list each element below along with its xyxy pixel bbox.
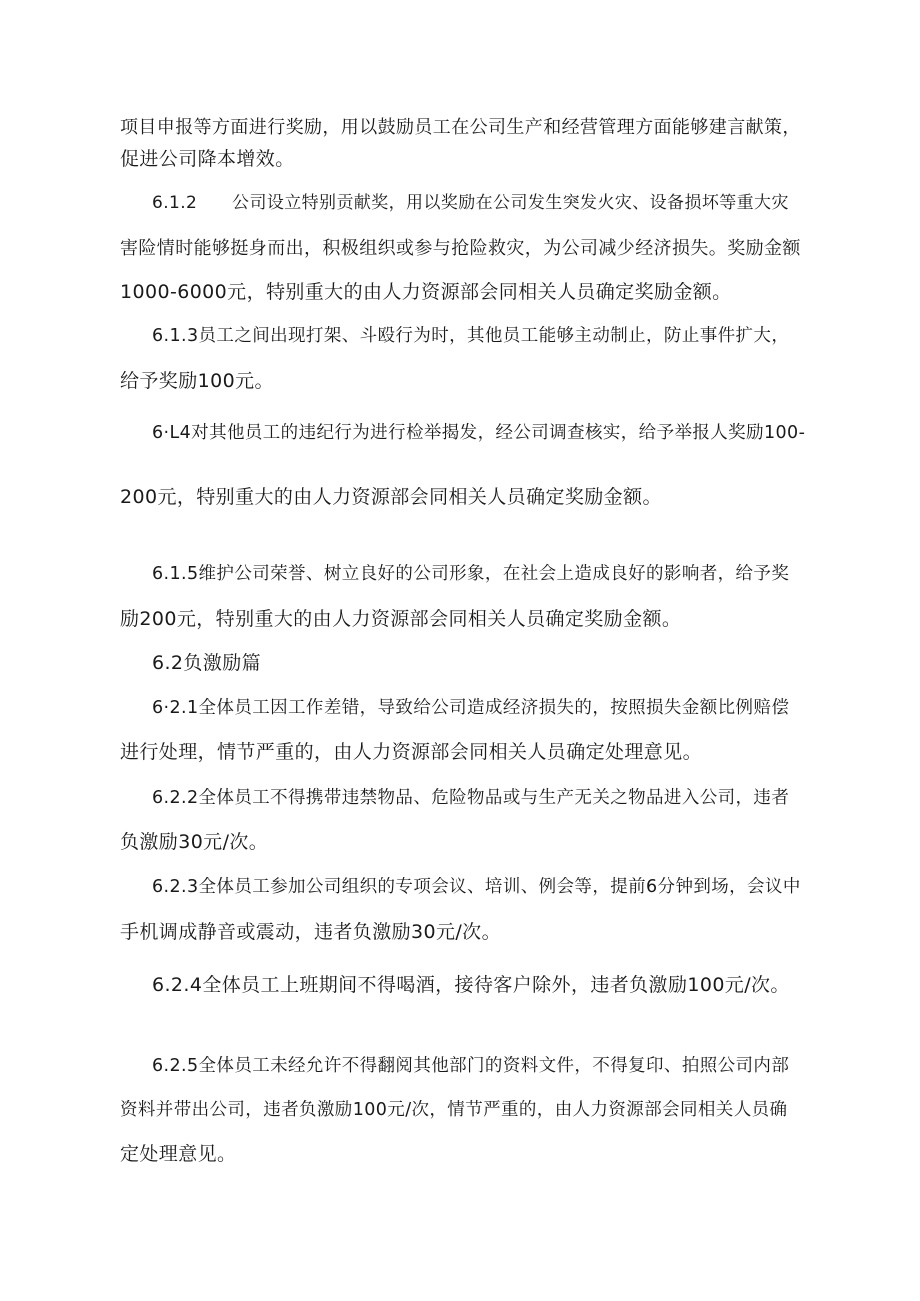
text-line: 给予奖励100元。 bbox=[120, 370, 274, 392]
text-line: 定处理意见。 bbox=[120, 1143, 237, 1165]
text-line: 励200元，特别重大的由人力资源部会同相关人员确定奖励金额。 bbox=[120, 608, 682, 630]
text-line: 6·L4对其他员工的违纪行为进行检举揭发，经公司调查核实，给予举报人奖励100- bbox=[152, 423, 806, 443]
text-line: 负激励30元/次。 bbox=[120, 831, 269, 853]
text-line: 6·2.1全体员工因工作差错，导致给公司造成经济损失的，按照损失金额比例赔偿 bbox=[152, 698, 790, 718]
text-line: 害险情时能够挺身而出，积极组织或参与抢险救灾，为公司减少经济损失。奖励金额 bbox=[120, 238, 801, 259]
text-line: 6.2.5全体员工未经允许不得翻阅其他部门的资料文件，不得复印、拍照公司内部 bbox=[152, 1056, 790, 1076]
text-line: 1000-6000元，特别重大的由人力资源部会同相关人员确定奖励金额。 bbox=[120, 281, 732, 303]
text-line: 6.1.2 公司设立特别贡献奖，用以奖励在公司发生突发火灾、设备损坏等重大灾 bbox=[152, 193, 789, 213]
text-line: 项目申报等方面进行奖励，用以鼓励员工在公司生产和经营管理方面能够建言献策， bbox=[120, 117, 801, 138]
text-line: 6.1.3员工之间出现打架、斗殴行为时，其他员工能够主动制止，防止事件扩大， bbox=[152, 326, 790, 346]
text-line: 6.2.2全体员工不得携带违禁物品、危险物品或与生产无关之物品进入公司，违者 bbox=[152, 788, 790, 808]
text-line: 200元，特别重大的由人力资源部会同相关人员确定奖励金额。 bbox=[120, 486, 662, 508]
text-line: 手机调成静音或震动，违者负激励30元/次。 bbox=[120, 921, 501, 943]
text-line: 进行处理，情节严重的，由人力资源部会同相关人员确定处理意见。 bbox=[120, 741, 703, 763]
text-line: 资料并带出公司，违者负激励100元/次，情节严重的，由人力资源部会同相关人员确 bbox=[120, 1100, 788, 1120]
text-line: 促进公司降本增效。 bbox=[120, 148, 295, 170]
text-line: 6.2.4全体员工上班期间不得喝酒，接待客户除外，违者负激励100元/次。 bbox=[152, 974, 790, 996]
text-line: 6.1.5维护公司荣誉、树立良好的公司形象，在社会上造成良好的影响者，给予奖 bbox=[152, 564, 790, 584]
section-heading: 6.2负激励篇 bbox=[152, 652, 262, 674]
text-line: 6.2.3全体员工参加公司组织的专项会议、培训、例会等，提前6分钟到场，会议中 bbox=[152, 877, 801, 897]
